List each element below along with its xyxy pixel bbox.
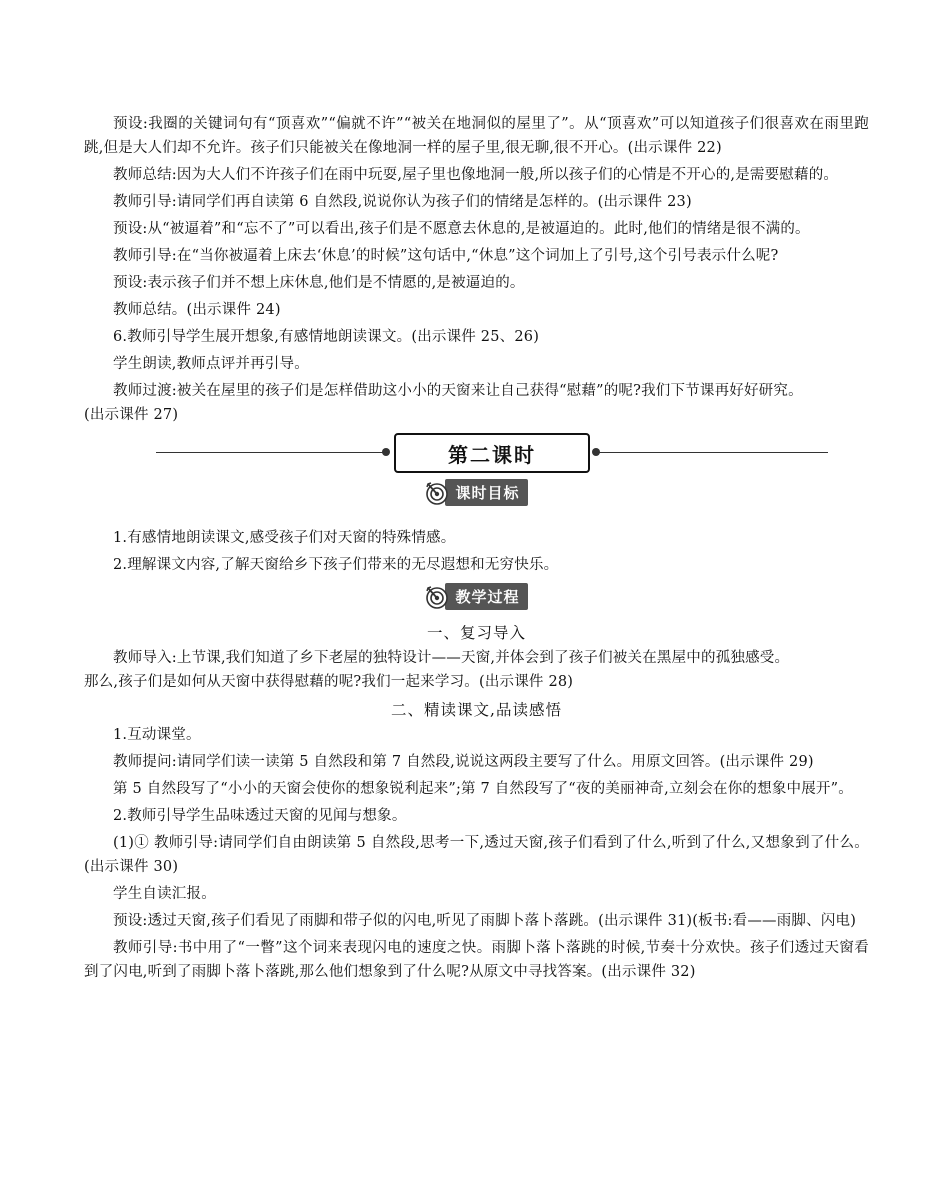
paragraph: 预设:透过天窗,孩子们看见了雨脚和带子似的闪电,听见了雨脚卜落卜落跳。(出示课件 31)(板书:看——雨脚、闪电) [113, 913, 857, 929]
process-badge [425, 583, 527, 610]
paragraph: 1.互动课堂。 [113, 727, 201, 743]
section-heading-review: 一、复习导入 [426, 624, 526, 642]
paragraph: 第 5 自然段写了“小小的天窗会使你的想象锐利起来”;第 7 自然段写了“夜的美丽神奇,立刻会在你的想象中展开”。 [113, 781, 853, 797]
process-badge-label: 教学过程 [445, 583, 527, 610]
divider-line-right [596, 452, 828, 453]
target-icon [425, 481, 449, 505]
paragraph: 教师引导:书中用了“一瞥”这个词来表现闪电的速度之快。雨脚卜落卜落跳的时候,节奏十分欢快。孩子们透过天窗看到了闪电,听到了雨脚卜落卜落跳,那么他们想象到了什么呢?从原文中寻找答案。(出示课件 32) [84, 940, 869, 980]
paragraph: 预设:我圈的关键词句有“顶喜欢”“偏就不许”“被关在地洞似的屋里了”。从“顶喜欢”可以知道孩子们很喜欢在雨里跑跳,但是大人们却不允许。孩子们只能被关在像地洞一样的屋子里,很无聊,很不开心。(出示课件 22) [84, 116, 869, 156]
lesson-divider [84, 433, 869, 473]
target-icon [425, 585, 449, 609]
paragraph: 学生朗读,教师点评并再引导。 [113, 356, 309, 372]
section-heading-reading: 二、精读课文,品读感悟 [391, 701, 562, 719]
paragraph: 预设:从“被逼着”和“忘不了”可以看出,孩子们是不愿意去休息的,是被逼迫的。此时,他们的情绪是很不满的。 [113, 221, 810, 237]
paragraph: 教师总结:因为大人们不许孩子们在雨中玩耍,屋子里也像地洞一般,所以孩子们的心情是不开心的,是需要慰藉的。 [113, 167, 839, 183]
goals-badge-row [84, 479, 869, 506]
process-badge-row [84, 583, 869, 610]
paragraph: 教师提问:请同学们读一读第 5 自然段和第 7 自然段,说说这两段主要写了什么。用原文回答。(出示课件 29) [113, 754, 814, 770]
paragraph: 教师引导:请同学们再自读第 6 自然段,说说你认为孩子们的情绪是怎样的。(出示课件 23) [113, 194, 692, 210]
document-body [84, 112, 869, 987]
paragraph: 教师过渡:被关在屋里的孩子们是怎样借助这小小的天窗来让自己获得“慰藉”的呢?我们下节课再好好研究。 [113, 383, 803, 399]
paragraph-continuation: (出示课件 27) [84, 407, 179, 423]
paragraph: 教师总结。(出示课件 24) [113, 302, 281, 318]
goal-item: 2.理解课文内容,了解天窗给乡下孩子们带来的无尽遐想和无穷快乐。 [113, 557, 559, 573]
paragraph: (1)① 教师引导:请同学们自由朗读第 5 自然段,思考一下,透过天窗,孩子们看到了什么,听到了什么,又想象到了什么。(出示课件 30) [84, 835, 869, 875]
lesson-title: 第二课时 [394, 433, 590, 473]
paragraph: 预设:表示孩子们并不想上床休息,他们是不情愿的,是被逼迫的。 [113, 275, 525, 291]
divider-line-left [156, 452, 384, 453]
goals-badge-label: 课时目标 [445, 479, 527, 506]
paragraph: 6.教师引导学生展开想象,有感情地朗读课文。(出示课件 25、26) [113, 329, 540, 345]
paragraph: 2.教师引导学生品味透过天窗的见闻与想象。 [113, 808, 407, 824]
paragraph-continuation: 那么,孩子们是如何从天窗中获得慰藉的呢?我们一起来学习。(出示课件 28) [84, 674, 574, 690]
paragraph: 学生自读汇报。 [113, 886, 216, 902]
paragraph: 教师导入:上节课,我们知道了乡下老屋的独特设计——天窗,并体会到了孩子们被关在黑屋中的孤独感受。 [113, 650, 790, 666]
goal-item: 1.有感情地朗读课文,感受孩子们对天窗的特殊情感。 [113, 530, 456, 546]
paragraph: 教师引导:在“当你被逼着上床去‘休息’的时候”这句话中,“休息”这个词加上了引号,这个引号表示什么呢? [113, 248, 779, 264]
goals-badge [425, 479, 527, 506]
divider-dot-left [382, 448, 390, 456]
